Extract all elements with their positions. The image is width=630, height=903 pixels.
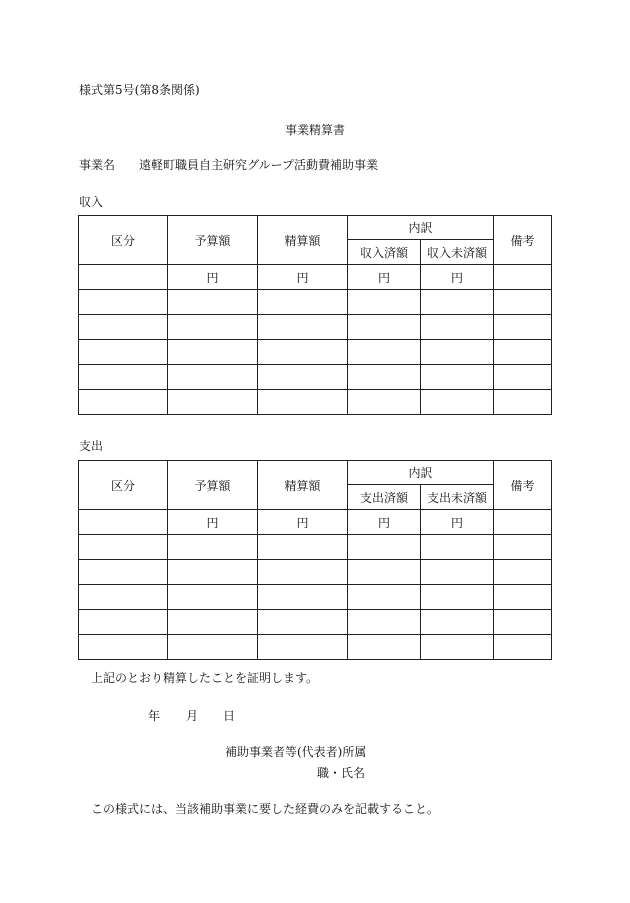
table-cell[interactable] bbox=[79, 535, 168, 560]
table-cell[interactable] bbox=[494, 340, 552, 365]
table-cell[interactable] bbox=[421, 535, 494, 560]
affiliation-label: 補助事業者等(代表者)所属 bbox=[225, 745, 367, 759]
income-table bbox=[78, 215, 552, 415]
table-cell[interactable] bbox=[79, 610, 168, 635]
income-heading: 収入 bbox=[79, 195, 104, 209]
form-number-label: 様式第5号(第8条関係) bbox=[79, 83, 200, 97]
header-category: 区分 bbox=[79, 216, 168, 265]
table-cell[interactable] bbox=[348, 585, 421, 610]
table-cell[interactable] bbox=[494, 265, 552, 290]
table-cell[interactable] bbox=[258, 340, 348, 365]
table-cell[interactable] bbox=[348, 535, 421, 560]
table-cell[interactable] bbox=[421, 610, 494, 635]
expense-heading: 支出 bbox=[79, 439, 104, 453]
header-category: 区分 bbox=[79, 461, 168, 510]
table-cell[interactable] bbox=[348, 390, 421, 415]
table-cell[interactable] bbox=[79, 340, 168, 365]
header-breakdown: 内訳 bbox=[348, 216, 494, 240]
table-cell[interactable] bbox=[168, 340, 258, 365]
table-cell[interactable] bbox=[79, 290, 168, 315]
table-cell[interactable] bbox=[421, 560, 494, 585]
table-cell[interactable] bbox=[494, 315, 552, 340]
table-cell[interactable] bbox=[494, 290, 552, 315]
table-cell[interactable] bbox=[348, 315, 421, 340]
header-unpaid: 支出未済額 bbox=[421, 485, 494, 510]
yen-unit[interactable]: 円 bbox=[168, 265, 258, 290]
table-cell[interactable] bbox=[421, 315, 494, 340]
table-cell[interactable] bbox=[258, 560, 348, 585]
date-day-label: 日 bbox=[223, 709, 236, 723]
date-month-label: 月 bbox=[186, 709, 199, 723]
table-cell[interactable] bbox=[168, 290, 258, 315]
table-cell[interactable] bbox=[79, 635, 168, 660]
table-cell[interactable] bbox=[421, 290, 494, 315]
table-cell[interactable] bbox=[258, 585, 348, 610]
note-text: この様式には、当該補助事業に要した経費のみを記載すること。 bbox=[91, 802, 440, 816]
table-cell[interactable] bbox=[494, 365, 552, 390]
header-settled: 精算額 bbox=[258, 461, 348, 510]
yen-unit[interactable]: 円 bbox=[348, 265, 421, 290]
header-paid: 支出済額 bbox=[348, 485, 421, 510]
header-unreceived: 収入未済額 bbox=[421, 240, 494, 265]
table-cell[interactable] bbox=[79, 265, 168, 290]
table-cell[interactable] bbox=[168, 560, 258, 585]
table-cell[interactable] bbox=[79, 510, 168, 535]
header-received: 収入済額 bbox=[348, 240, 421, 265]
expense-table bbox=[78, 460, 552, 660]
table-cell[interactable] bbox=[494, 535, 552, 560]
date-line bbox=[148, 707, 235, 724]
table-cell[interactable] bbox=[168, 610, 258, 635]
table-cell[interactable] bbox=[168, 365, 258, 390]
table-cell[interactable] bbox=[494, 635, 552, 660]
table-row bbox=[79, 265, 552, 290]
yen-unit[interactable]: 円 bbox=[258, 265, 348, 290]
table-cell[interactable] bbox=[79, 560, 168, 585]
table-cell[interactable] bbox=[258, 290, 348, 315]
table-cell[interactable] bbox=[494, 510, 552, 535]
table-cell[interactable] bbox=[421, 390, 494, 415]
certification-text: 上記のとおり精算したことを証明します。 bbox=[91, 671, 319, 685]
table-header-row bbox=[79, 216, 552, 240]
header-settled: 精算額 bbox=[258, 216, 348, 265]
yen-unit[interactable]: 円 bbox=[421, 510, 494, 535]
project-name: 遠軽町職員自主研究グループ活動費補助事業 bbox=[139, 158, 379, 172]
date-year-label: 年 bbox=[148, 709, 161, 723]
header-remarks: 備考 bbox=[494, 216, 552, 265]
yen-unit[interactable]: 円 bbox=[421, 265, 494, 290]
table-cell[interactable] bbox=[348, 340, 421, 365]
name-label: 職・氏名 bbox=[317, 766, 366, 780]
table-cell[interactable] bbox=[168, 390, 258, 415]
yen-unit[interactable]: 円 bbox=[168, 510, 258, 535]
header-remarks: 備考 bbox=[494, 461, 552, 510]
project-row bbox=[79, 156, 378, 173]
table-cell[interactable] bbox=[421, 635, 494, 660]
table-cell[interactable] bbox=[258, 365, 348, 390]
table-cell[interactable] bbox=[168, 635, 258, 660]
table-cell[interactable] bbox=[348, 365, 421, 390]
table-cell[interactable] bbox=[421, 340, 494, 365]
header-breakdown: 内訳 bbox=[348, 461, 494, 485]
yen-unit[interactable]: 円 bbox=[348, 510, 421, 535]
table-row bbox=[79, 585, 552, 610]
table-cell[interactable] bbox=[348, 560, 421, 585]
yen-unit[interactable]: 円 bbox=[258, 510, 348, 535]
table-cell[interactable] bbox=[494, 585, 552, 610]
table-cell[interactable] bbox=[348, 610, 421, 635]
header-budget: 予算額 bbox=[168, 461, 258, 510]
table-cell[interactable] bbox=[421, 365, 494, 390]
table-cell[interactable] bbox=[258, 390, 348, 415]
table-cell[interactable] bbox=[168, 315, 258, 340]
table-cell[interactable] bbox=[494, 610, 552, 635]
header-budget: 予算額 bbox=[168, 216, 258, 265]
table-row bbox=[79, 510, 552, 535]
table-cell[interactable] bbox=[79, 585, 168, 610]
table-row bbox=[79, 535, 552, 560]
document-title: 事業精算書 bbox=[284, 123, 345, 137]
table-cell[interactable] bbox=[79, 365, 168, 390]
table-row bbox=[79, 315, 552, 340]
table-cell[interactable] bbox=[348, 635, 421, 660]
table-cell[interactable] bbox=[79, 390, 168, 415]
table-cell[interactable] bbox=[168, 585, 258, 610]
table-cell[interactable] bbox=[258, 635, 348, 660]
table-cell[interactable] bbox=[168, 535, 258, 560]
table-cell[interactable] bbox=[494, 390, 552, 415]
table-row bbox=[79, 560, 552, 585]
table-row bbox=[79, 365, 552, 390]
table-row bbox=[79, 390, 552, 415]
table-cell[interactable] bbox=[348, 290, 421, 315]
table-row bbox=[79, 635, 552, 660]
table-cell[interactable] bbox=[494, 560, 552, 585]
table-header-row bbox=[79, 461, 552, 485]
project-label: 事業名 bbox=[79, 158, 116, 172]
table-cell[interactable] bbox=[79, 315, 168, 340]
table-row bbox=[79, 340, 552, 365]
table-row bbox=[79, 610, 552, 635]
table-cell[interactable] bbox=[258, 315, 348, 340]
table-cell[interactable] bbox=[258, 610, 348, 635]
table-cell[interactable] bbox=[421, 585, 494, 610]
table-cell[interactable] bbox=[258, 535, 348, 560]
table-row bbox=[79, 290, 552, 315]
